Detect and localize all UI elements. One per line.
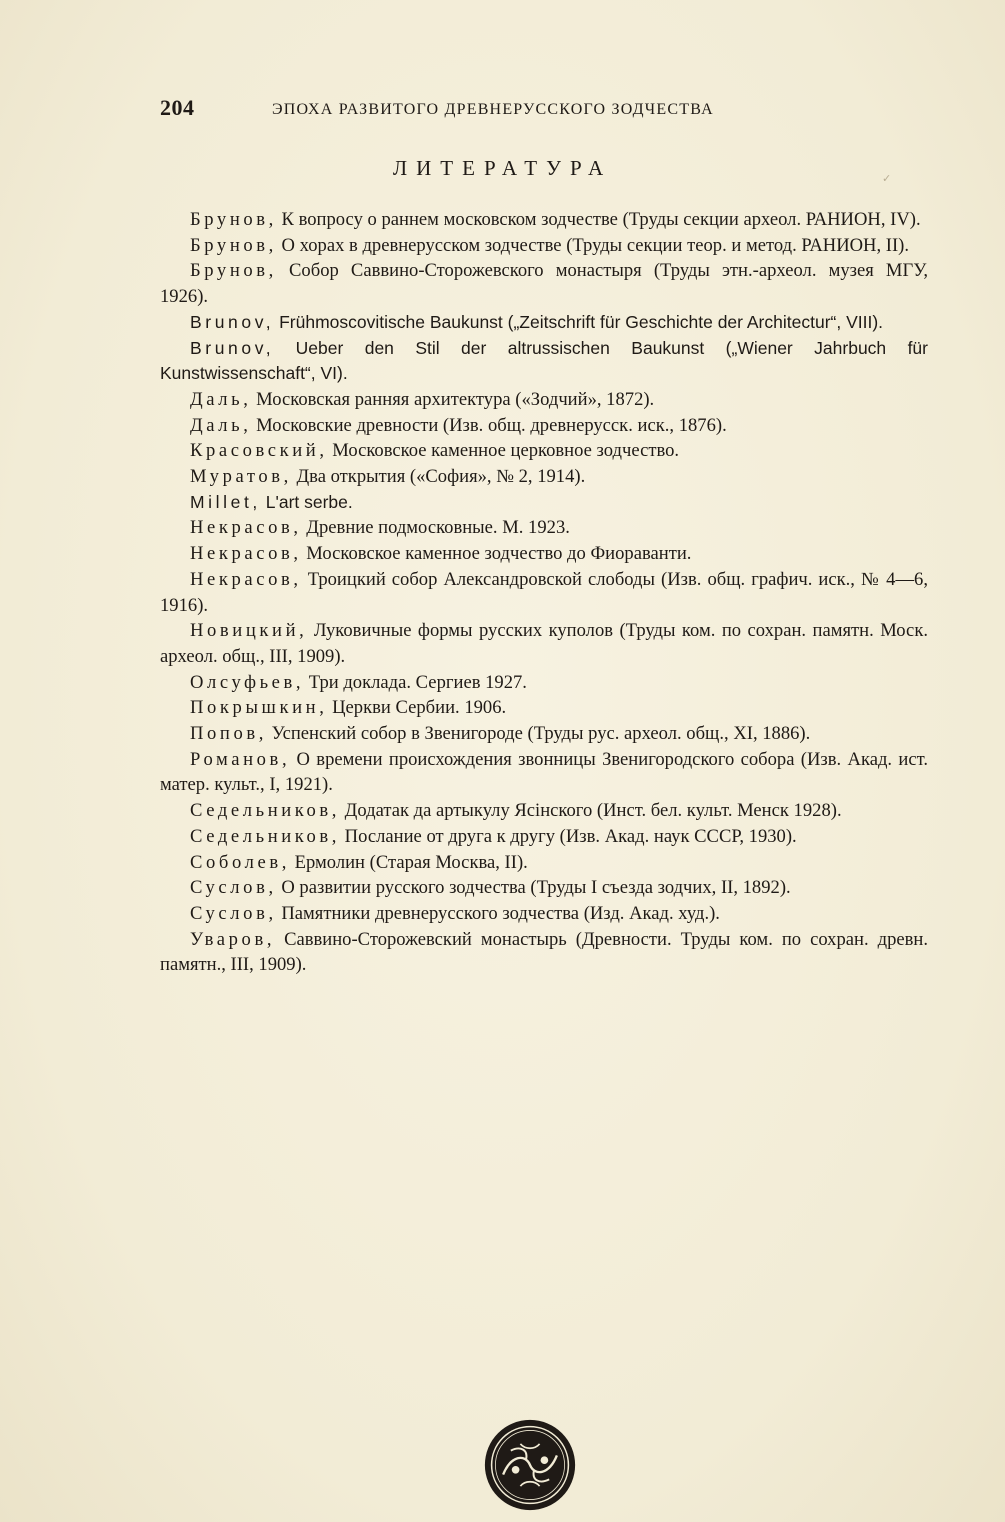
bibliography-entry	[160, 721, 928, 747]
entry-text: О времени происхождения звонницы Звенигородского собора (Изв. Акад. ист. матер. культ., I, 1921).	[160, 748, 928, 796]
entry-author: Некрасов,	[190, 517, 302, 539]
section-title: ЛИТЕРАТУРА	[392, 156, 613, 180]
entry-text: Троицкий собор Александровской слободы (Изв. общ. графич. иск., № 4—6, 1916).	[160, 568, 928, 616]
entry-text: Три доклада. Сергиев 1927.	[304, 671, 527, 693]
entry-author: Суслов,	[190, 902, 277, 924]
bibliography-entry	[160, 798, 928, 824]
entry-text: Успенский собор в Звенигороде (Труды рус. археол. общ., XI, 1886).	[267, 723, 811, 745]
entry-author: Даль,	[190, 414, 252, 436]
bibliography-entry	[160, 824, 928, 850]
entry-text: Послание от друга к другу (Изв. Акад. наук СССР, 1930).	[340, 825, 797, 847]
bibliography-entry	[160, 310, 928, 336]
entry-author: Муратов,	[190, 466, 292, 488]
entry-author: Даль,	[190, 388, 252, 410]
bibliography-entry	[160, 850, 928, 876]
entry-text: Собор Саввино-Сторожевского монастыря (Труды этн.-археол. музея МГУ, 1926).	[160, 260, 928, 308]
entry-author: Попов,	[190, 723, 267, 745]
bibliography-entry	[160, 515, 928, 541]
bibliography-entry	[160, 747, 928, 798]
entry-text: Луковичные формы русских куполов (Труды ком. по сохран. памятн. Моск. археол. общ., III, 1909).	[160, 620, 928, 667]
bibliography-list	[160, 207, 928, 978]
entry-author: Brunov,	[190, 311, 275, 332]
entry-author: Романов,	[190, 748, 291, 770]
entry-author: Некрасов,	[190, 568, 302, 590]
bibliography-entry	[160, 927, 928, 978]
entry-author: Суслов,	[190, 877, 277, 899]
entry-text: L'art serbe.	[260, 491, 353, 512]
bibliography-entry	[160, 670, 928, 696]
entry-text: О развитии русского зодчества (Труды I съезда зодчих, II, 1892).	[276, 877, 791, 899]
entry-text: Московское каменное церковное зодчество.	[327, 440, 680, 462]
entry-text: Древние подмосковные. М. 1923.	[301, 517, 570, 539]
entry-text: Додатак да артыкулу Ясінского (Инст. бел. культ. Менск 1928).	[340, 800, 842, 822]
entry-text: Памятники древнерусского зодчества (Изд. Акад. худ.).	[276, 902, 720, 924]
stray-pencil-mark: ✓	[882, 173, 892, 185]
bibliography-entry	[160, 901, 928, 927]
bibliography-entry	[160, 875, 928, 901]
entry-text: Frühmoscovitische Baukunst („Zeitschrift für Geschichte der Architectur“, VIII).	[274, 311, 884, 332]
entry-text: К вопросу о раннем московском зодчестве (Труды секции археол. РАНИОН, IV).	[276, 209, 921, 230]
entry-author: Красовский,	[190, 440, 328, 462]
entry-author: Брунов,	[190, 234, 277, 256]
entry-author: Брунов,	[190, 260, 277, 282]
page-header	[160, 95, 840, 127]
entry-author: Уваров,	[190, 928, 276, 950]
entry-text: Два открытия («София», № 2, 1914).	[291, 466, 586, 488]
entry-text: Ермолин (Старая Москва, II).	[289, 851, 528, 873]
bibliography-entry	[160, 567, 928, 618]
bibliography-entry	[160, 618, 928, 669]
bibliography-entry	[160, 336, 928, 387]
entry-text: Саввино-Сторожевский монастырь (Древности. Труды ком. по сохран. древн. памятн., III, 1909).	[160, 928, 928, 976]
entry-author: Седельников,	[190, 825, 341, 847]
bibliography-entry	[160, 695, 928, 721]
entry-text: Ueber den Stil der altrussischen Baukunst („Wiener Jahrbuch für Kunstwissenschaft“, VI).	[160, 337, 928, 384]
bibliography-entry	[160, 464, 928, 490]
entry-text: Церкви Сербии. 1906.	[327, 697, 507, 719]
bibliography-entry	[160, 233, 928, 259]
entry-text: Московская ранняя архитектура («Зодчий», 1872).	[251, 388, 655, 410]
bibliography-entry	[160, 490, 928, 516]
entry-author: Покрышкин,	[190, 697, 328, 719]
entry-author: Новицкий,	[190, 620, 308, 642]
entry-text: Московское каменное зодчество до Фиораванти.	[301, 543, 692, 565]
bibliography-entry	[160, 207, 928, 233]
ornament-icon	[482, 1417, 578, 1513]
running-head: ЭПОХА РАЗВИТОГО ДРЕВНЕРУССКОГО ЗОДЧЕСТВА	[272, 101, 714, 118]
bibliography-entry	[160, 438, 928, 464]
entry-author: Brunov,	[190, 337, 275, 358]
entry-text: О хорах в древнерусском зодчестве (Труды секции теор. и метод. РАНИОН, II).	[276, 234, 910, 256]
bibliography-entry	[160, 258, 928, 309]
entry-author: Седельников,	[190, 800, 341, 822]
bibliography-entry	[160, 541, 928, 567]
entry-author: Millet,	[190, 491, 261, 512]
entry-author: Некрасов,	[190, 543, 302, 565]
entry-author: Соболев,	[190, 851, 290, 873]
entry-author: Брунов,	[190, 209, 277, 230]
page-number: 204	[160, 95, 195, 120]
bibliography-entry	[160, 413, 928, 439]
entry-author: Олсуфьев,	[190, 671, 305, 693]
bibliography-entry	[160, 387, 928, 413]
entry-text: Московские древности (Изв. общ. древнерусск. иск., 1876).	[251, 414, 727, 436]
